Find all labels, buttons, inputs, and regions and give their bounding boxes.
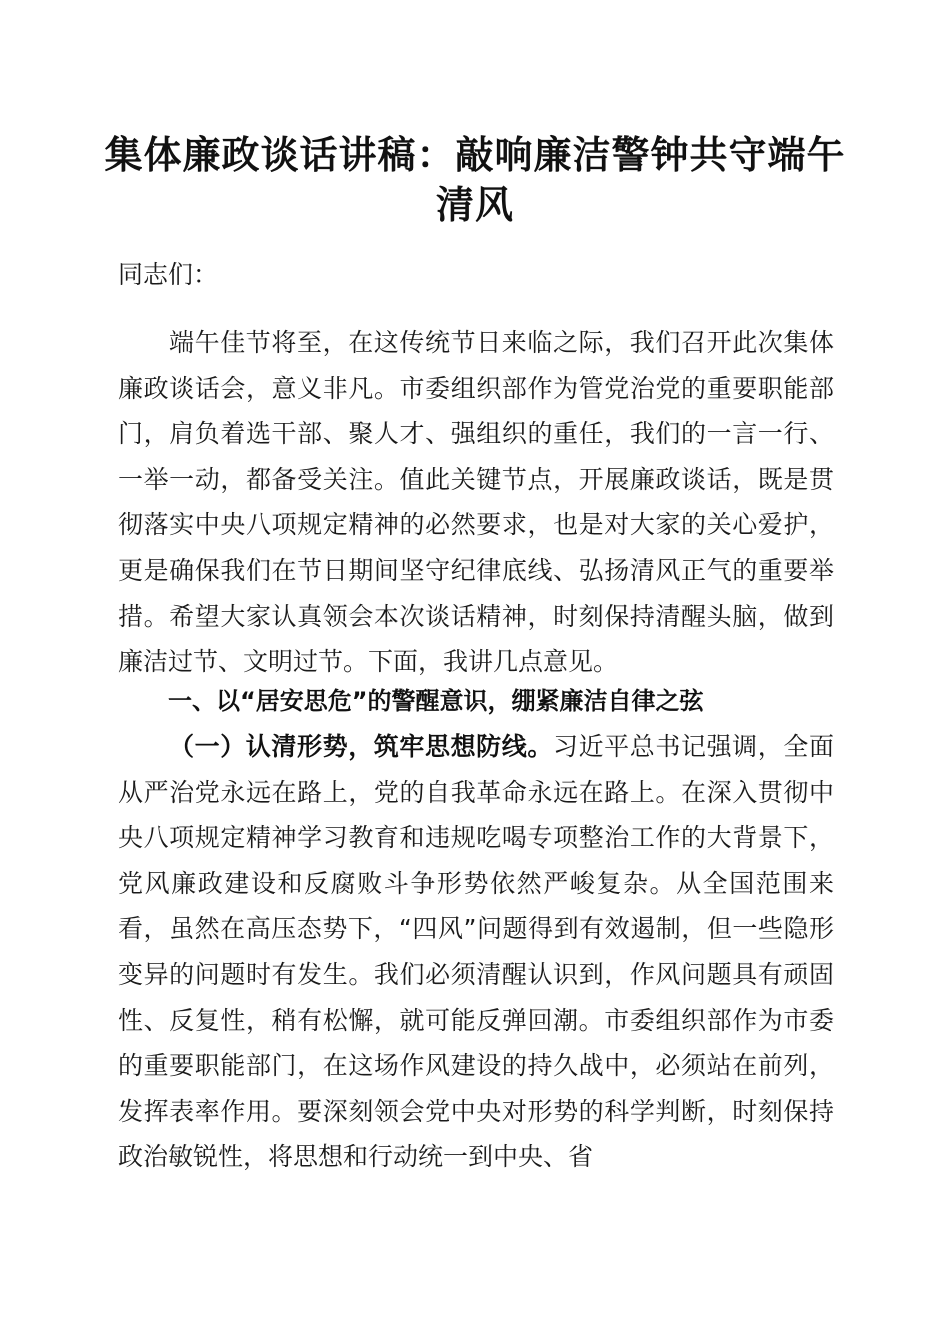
paragraph-section-1-1-text: 习近平总书记强调，全面从严治党永远在路上，党的自我革命永远在路上。在深入贯彻中央八项规定精神学习教育和违规吃喝专项整治工作的大背景下，党风廉政建设和反腐败斗争形势依然严峻复杂。从全国范围来看，虽然在高压态势下，“四风”问题得到有效遏制，但一些隐形变异的问题时有发生。我们必须清醒认识到，作风问题具有顽固性、反复性，稍有松懈，就可能反弹回潮。市委组织部作为市委的重要职能部门，在这场作风建设的持久战中，必须站在前列，发挥表率作用。要深刻领会党中央对形势的科学判断，时刻保持政治敏锐性，将思想和行动统一到中央、省 <box>118 732 834 1172</box>
salutation: 同志们： <box>118 260 219 289</box>
section-heading-1: 一、以“居安思危”的警醒意识，绷紧廉洁自律之弦 <box>168 687 704 715</box>
subsection-heading-1-1: （一）认清形势，筑牢思想防线。 <box>169 732 553 761</box>
document-title: 集体廉政谈话讲稿：敲响廉洁警钟共守端午清风 <box>104 132 846 227</box>
paragraph-intro: 端午佳节将至，在这传统节日来临之际，我们召开此次集体廉政谈话会，意义非凡。市委组织部作为管党治党的重要职能部门，肩负着选干部、聚人才、强组织的重任，我们的一言一行、一举一动，都备受关注。值此关键节点，开展廉政谈话，既是贯彻落实中央八项规定精神的必然要求，也是对大家的关心爱护，更是确保我们在节日期间坚守纪律底线、弘扬清风正气的重要举措。希望大家认真领会本次谈话精神，时刻保持清醒头脑，做到廉洁过节、文明过节。下面，我讲几点意见。 <box>118 328 834 677</box>
paragraph-section-1-1 <box>118 724 834 1180</box>
